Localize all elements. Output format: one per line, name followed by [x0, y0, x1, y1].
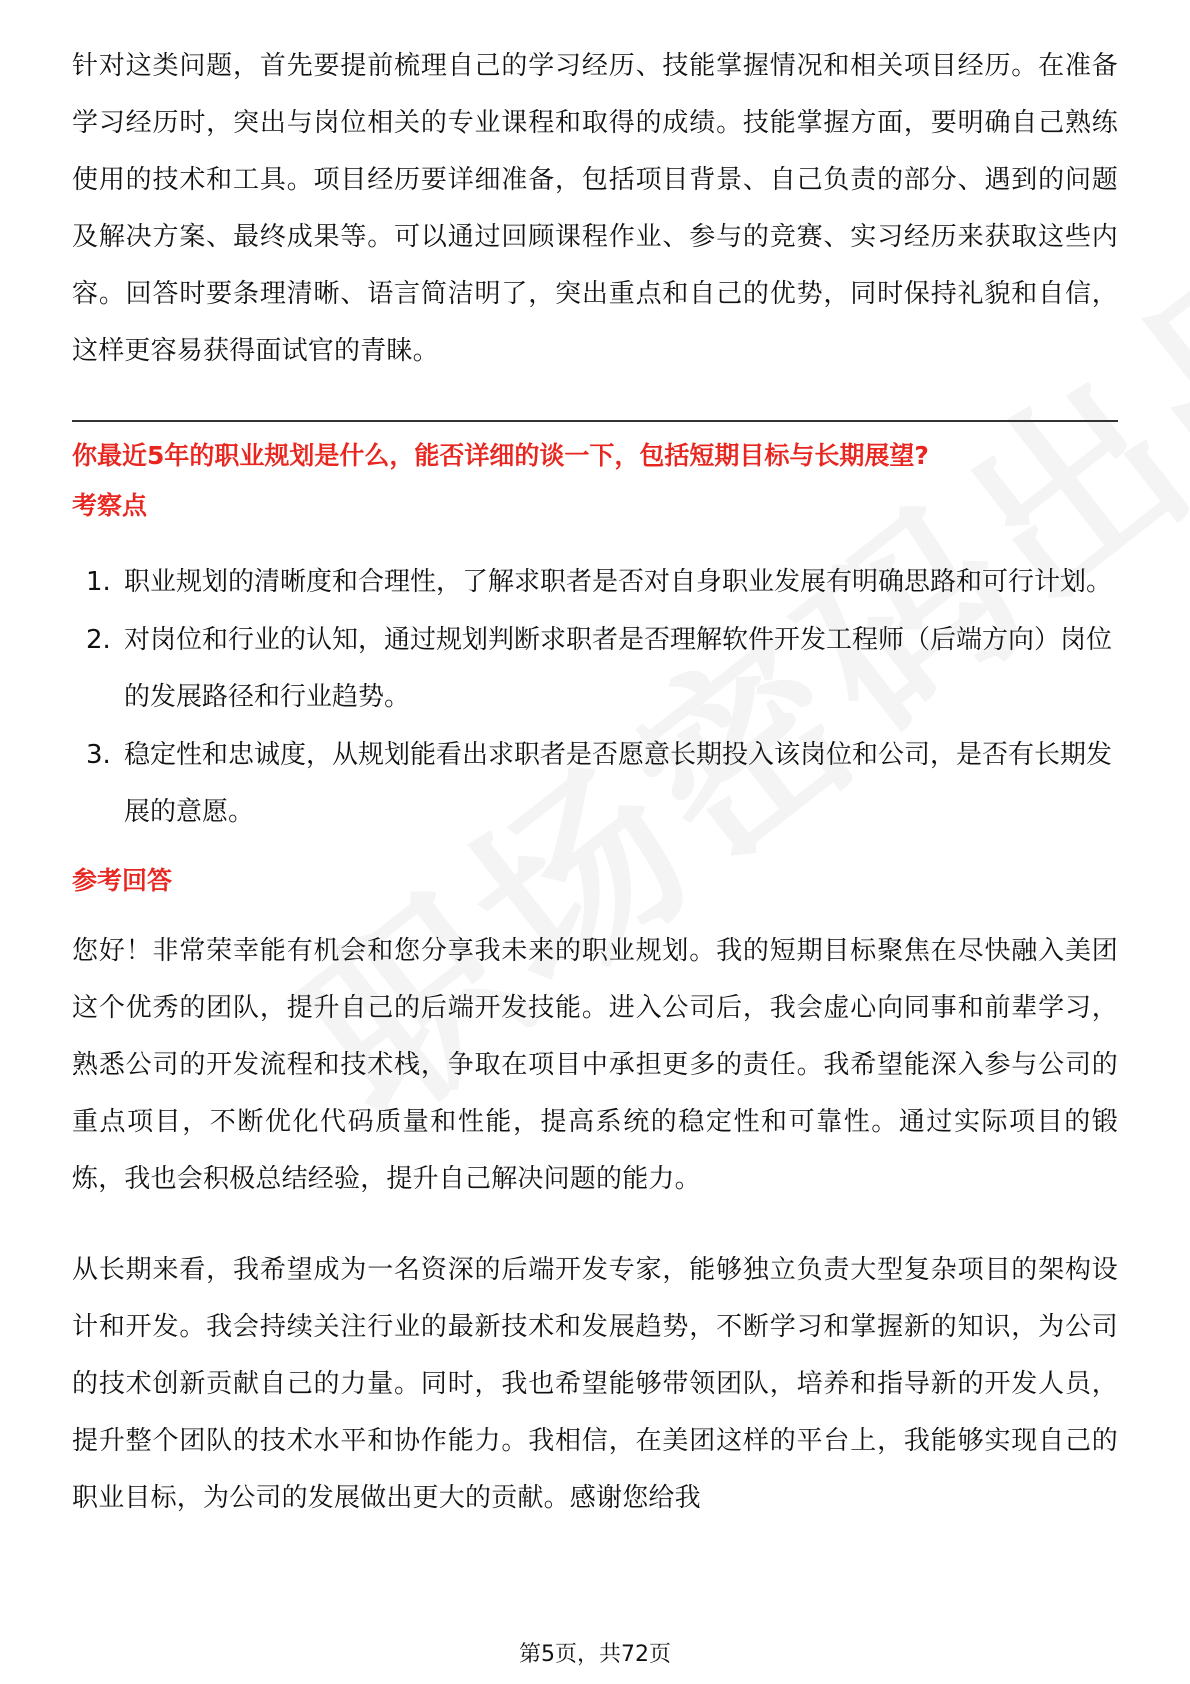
- list-item-number: 2.: [86, 625, 111, 655]
- page-number-footer: 第5页，共72页: [519, 1642, 671, 1667]
- answer-paragraph: 从长期来看，我希望成为一名资深的后端开发专家，能够独立负责大型复杂项目的架构设计和开发。我会持续关注行业的最新技术和发展趋势，不断学习和掌握新的知识，为公司的技术创新贡献自己的力量。同时，我也希望能够带领团队，培养和指导新的开发人员，提升整个团队的技术水平和协作能力。我相信，在美团这样的平台上，我能够实现自己的职业目标，为公司的发展做出更大的贡献。感谢您给我: [72, 1255, 1118, 1513]
- list-item-number: 3.: [86, 740, 111, 770]
- intro-paragraph: 针对这类问题，首先要提前梳理自己的学习经历、技能掌握情况和相关项目经历。在准备学习经历时，突出与岗位相关的专业课程和取得的成绩。技能掌握方面，要明确自己熟练使用的技术和工具。项目经历要详细准备，包括项目背景、自己负责的部分、遇到的问题及解决方案、最终成果等。可以通过回顾课程作业、参与的竞赛、实习经历来获取这些内容。回答时要条理清晰、语言简洁明了，突出重点和自己的优势，同时保持礼貌和自信，这样更容易获得面试官的青睐。: [72, 51, 1118, 366]
- assessment-label: 考察点: [72, 491, 148, 520]
- list-item: [72, 612, 1118, 726]
- list-item: [72, 727, 1118, 841]
- list-item-text: 稳定性和忠诚度，从规划能看出求职者是否愿意长期投入该岗位和公司，是否有长期发展的意愿。: [124, 740, 1113, 827]
- list-item-text: 职业规划的清晰度和合理性，了解求职者是否对自身职业发展有明确思路和可行计划。: [124, 567, 1113, 597]
- list-item-text: 对岗位和行业的认知，通过规划判断求职者是否理解软件开发工程师（后端方向）岗位的发展路径和行业趋势。: [124, 625, 1113, 712]
- assessment-points-list: [72, 554, 1118, 841]
- list-item-number: 1.: [86, 567, 111, 597]
- page-content: [72, 38, 1118, 1527]
- answer-paragraph: 您好！非常荣幸能有机会和您分享我未来的职业规划。我的短期目标聚焦在尽快融入美团这个优秀的团队，提升自己的后端开发技能。进入公司后，我会虚心向同事和前辈学习，熟悉公司的开发流程和技术栈，争取在项目中承担更多的责任。我希望能深入参与公司的重点项目，不断优化代码质量和性能，提高系统的稳定性和可靠性。通过实际项目的锻炼，我也会积极总结经验，提升自己解决问题的能力。: [72, 936, 1118, 1194]
- list-item: [72, 554, 1118, 611]
- answer-label: 参考回答: [72, 866, 173, 895]
- question-heading: 你最近5年的职业规划是什么，能否详细的谈一下，包括短期目标与长期展望?: [72, 441, 929, 470]
- section-divider: [72, 420, 1118, 422]
